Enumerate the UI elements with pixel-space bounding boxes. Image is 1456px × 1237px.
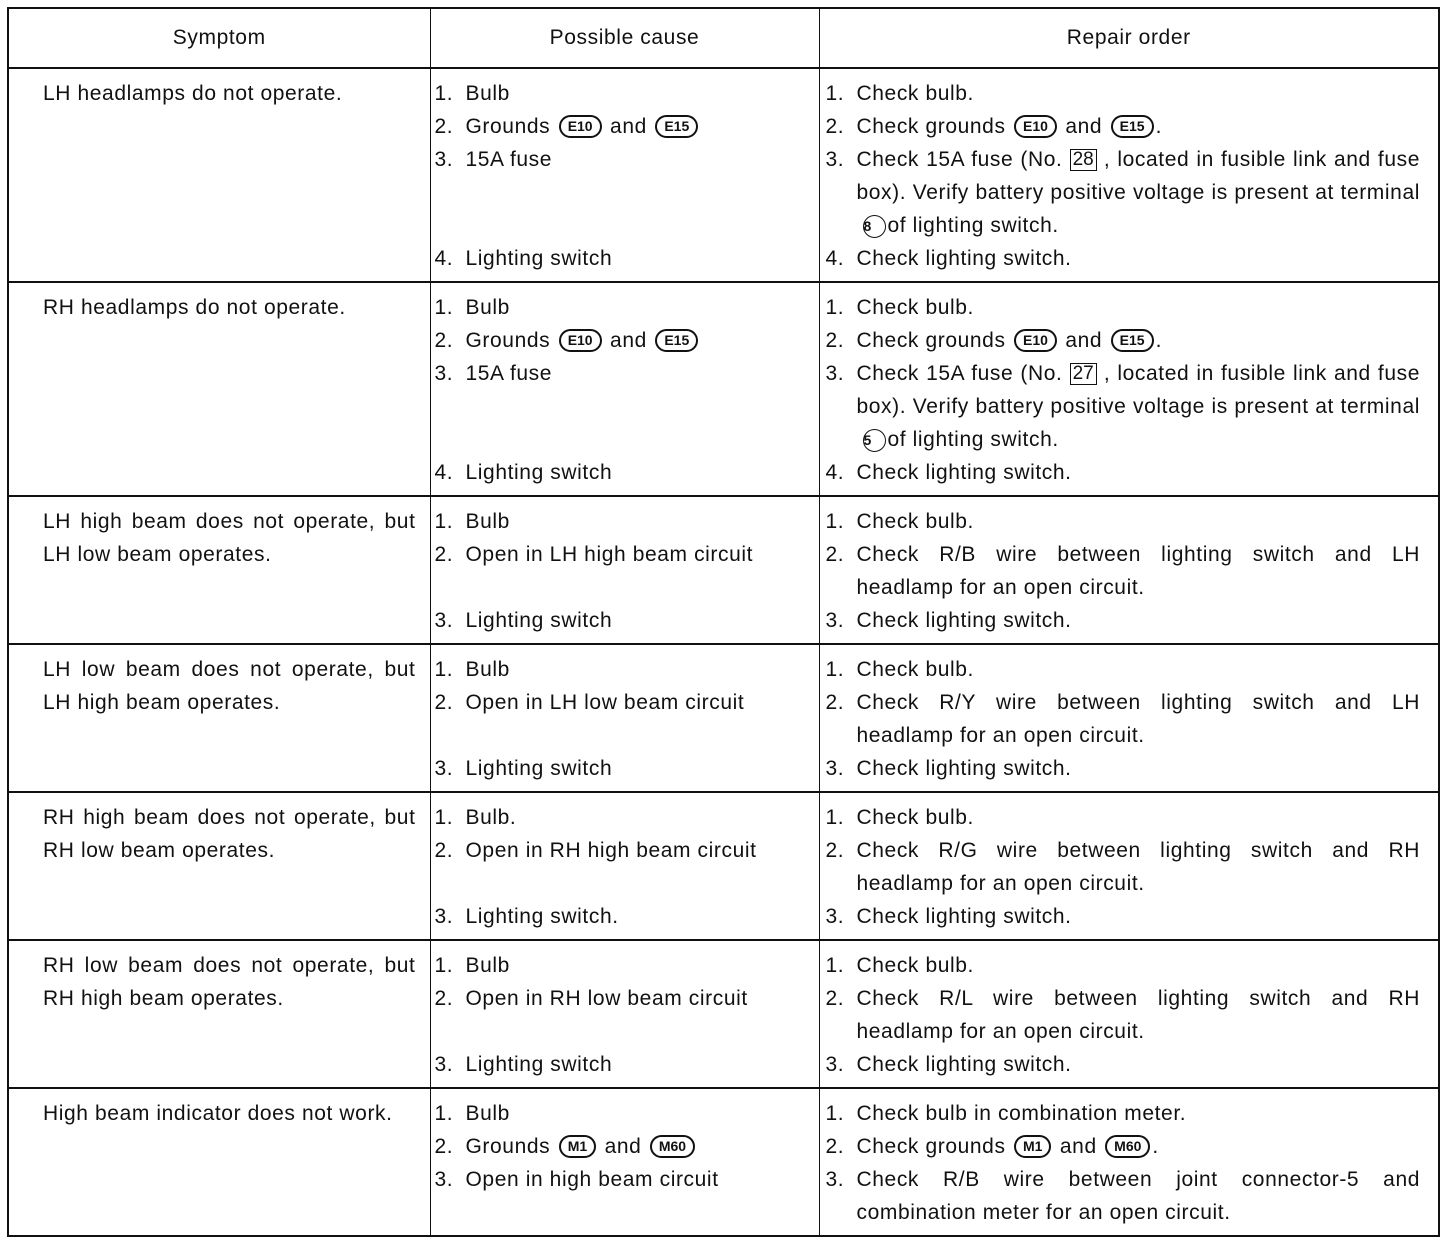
header-symptom: Symptom xyxy=(8,8,430,68)
table-row xyxy=(8,496,1439,644)
header-possible-cause: Possible cause xyxy=(430,8,819,68)
ground-connector-badge: E15 xyxy=(1111,329,1154,352)
cause-cell xyxy=(430,792,819,940)
terminal-number-circle: 5 xyxy=(863,429,886,452)
repair-item: 2. Check R/L wire between lighting switch and RH headlamp for an open circuit. xyxy=(825,987,1420,1043)
cause-item: 3. Lighting switch xyxy=(434,757,613,780)
symptom-cell xyxy=(8,282,430,496)
cause-cell xyxy=(430,68,819,282)
repair-item: 4. Check lighting switch. xyxy=(825,461,1072,484)
repair-item: 3. Check lighting switch. xyxy=(825,1053,1072,1076)
repair-item: 1. Check bulb. xyxy=(825,296,974,319)
cause-item: 1. Bulb xyxy=(434,510,510,533)
table-row xyxy=(8,68,1439,282)
cause-item: 3. Lighting switch. xyxy=(434,905,619,928)
cause-cell xyxy=(430,496,819,644)
table-row xyxy=(8,792,1439,940)
ground-connector-badge: E10 xyxy=(1014,329,1057,352)
ground-connector-badge: M1 xyxy=(1014,1135,1051,1158)
repair-cell xyxy=(819,496,1439,644)
repair-cell xyxy=(819,644,1439,792)
cause-item: 1. Bulb xyxy=(434,1102,510,1125)
cause-item: 2. Grounds E10 and E15 xyxy=(431,110,819,143)
symptom-cell xyxy=(8,1088,430,1236)
repair-item: 1. Check bulb. xyxy=(825,658,974,681)
cause-item: 1. Bulb xyxy=(434,658,510,681)
fuse-number-box: 28 xyxy=(1070,149,1097,171)
repair-item: 3. Check R/B wire between joint connector-5 and combination meter for an open circuit. xyxy=(825,1168,1420,1224)
repair-item: 2. Check grounds E10 and E15 . xyxy=(825,115,1162,138)
cause-item: 1. Bulb xyxy=(434,954,510,977)
repair-item: 1. Check bulb. xyxy=(825,954,974,977)
symptom-text: LH low beam does not operate, but LH high beam operates. xyxy=(43,658,416,714)
ground-connector-badge: E10 xyxy=(559,329,602,352)
cause-item: 2. Open in RH low beam circuit xyxy=(434,987,748,1010)
cause-item: 1. Bulb xyxy=(434,296,510,319)
cause-item: 2. Grounds E10 and E15 xyxy=(431,324,819,357)
repair-item: 1. Check bulb. xyxy=(825,806,974,829)
ground-connector-badge: M1 xyxy=(559,1135,596,1158)
symptom-cell xyxy=(8,68,430,282)
ground-connector-badge: M60 xyxy=(650,1135,695,1158)
symptom-text: High beam indicator does not work. xyxy=(43,1102,393,1125)
repair-item: 2. Check grounds E10 and E15 . xyxy=(825,329,1162,352)
header-row xyxy=(8,8,1439,68)
repair-item: 1. Check bulb. xyxy=(825,510,974,533)
repair-item: 1. Check bulb in combination meter. xyxy=(825,1102,1187,1125)
cause-item: 2. Open in LH low beam circuit xyxy=(434,691,745,714)
cause-item: 3. Lighting switch xyxy=(434,1053,613,1076)
repair-item: 3. Check lighting switch. xyxy=(825,609,1072,632)
table-row xyxy=(8,282,1439,496)
repair-item: 3. Check lighting switch. xyxy=(825,757,1072,780)
symptom-text: LH high beam does not operate, but LH low beam operates. xyxy=(43,510,416,566)
trouble-diagnosis-table xyxy=(7,7,1440,1237)
cause-cell xyxy=(430,1088,819,1236)
symptom-text: LH headlamps do not operate. xyxy=(43,82,343,105)
repair-item: 3. Check 15A fuse (No. 27 , located in fusible link and fuse box). Verify battery positive voltage is present at terminal 5 of lighting switch. xyxy=(825,362,1421,451)
cause-cell xyxy=(430,940,819,1088)
cause-item: 3. 15A fuse xyxy=(434,148,553,171)
repair-cell xyxy=(819,792,1439,940)
repair-item: 2. Check R/B wire between lighting switch and LH headlamp for an open circuit. xyxy=(825,543,1420,599)
cause-item: 3. 15A fuse xyxy=(434,362,553,385)
repair-cell xyxy=(819,68,1439,282)
cause-item: 3. Lighting switch xyxy=(434,609,613,632)
cause-item: 4. Lighting switch xyxy=(434,461,613,484)
symptom-text: RH low beam does not operate, but RH high beam operates. xyxy=(43,954,416,1010)
repair-item: 1. Check bulb. xyxy=(825,82,974,105)
table-row xyxy=(8,644,1439,792)
fuse-number-box: 27 xyxy=(1070,363,1097,385)
ground-connector-badge: E15 xyxy=(655,329,698,352)
repair-item: 2. Check R/G wire between lighting switch and RH headlamp for an open circuit. xyxy=(825,839,1420,895)
symptom-cell xyxy=(8,940,430,1088)
ground-connector-badge: E10 xyxy=(1014,115,1057,138)
cause-cell xyxy=(430,644,819,792)
cause-cell xyxy=(430,282,819,496)
table-row xyxy=(8,1088,1439,1236)
symptom-cell xyxy=(8,496,430,644)
cause-item: 1. Bulb. xyxy=(434,806,517,829)
repair-item: 4. Check lighting switch. xyxy=(825,247,1072,270)
symptom-cell xyxy=(8,792,430,940)
ground-connector-badge: M60 xyxy=(1105,1135,1150,1158)
cause-item: 2. Open in RH high beam circuit xyxy=(434,839,757,862)
repair-item: 2. Check grounds M1 and M60 . xyxy=(825,1135,1159,1158)
cause-item: 3. Open in high beam circuit xyxy=(434,1168,719,1191)
repair-cell xyxy=(819,282,1439,496)
table-row xyxy=(8,940,1439,1088)
ground-connector-badge: E10 xyxy=(559,115,602,138)
symptom-cell xyxy=(8,644,430,792)
repair-cell xyxy=(819,940,1439,1088)
cause-item: 2. Open in LH high beam circuit xyxy=(434,543,754,566)
repair-item: 2. Check R/Y wire between lighting switch and LH headlamp for an open circuit. xyxy=(825,691,1420,747)
cause-item: 2. Grounds M1 and M60 xyxy=(431,1130,819,1163)
ground-connector-badge: E15 xyxy=(1111,115,1154,138)
symptom-text: RH headlamps do not operate. xyxy=(43,296,346,319)
ground-connector-badge: E15 xyxy=(655,115,698,138)
cause-item: 1. Bulb xyxy=(434,82,510,105)
header-repair-order: Repair order xyxy=(819,8,1439,68)
terminal-number-circle: 8 xyxy=(863,215,886,238)
repair-item: 3. Check lighting switch. xyxy=(825,905,1072,928)
repair-cell xyxy=(819,1088,1439,1236)
repair-item: 3. Check 15A fuse (No. 28 , located in fusible link and fuse box). Verify battery positive voltage is present at terminal 8 of lighting switch. xyxy=(825,148,1421,237)
symptom-text: RH high beam does not operate, but RH low beam operates. xyxy=(43,806,416,862)
cause-item: 4. Lighting switch xyxy=(434,247,613,270)
